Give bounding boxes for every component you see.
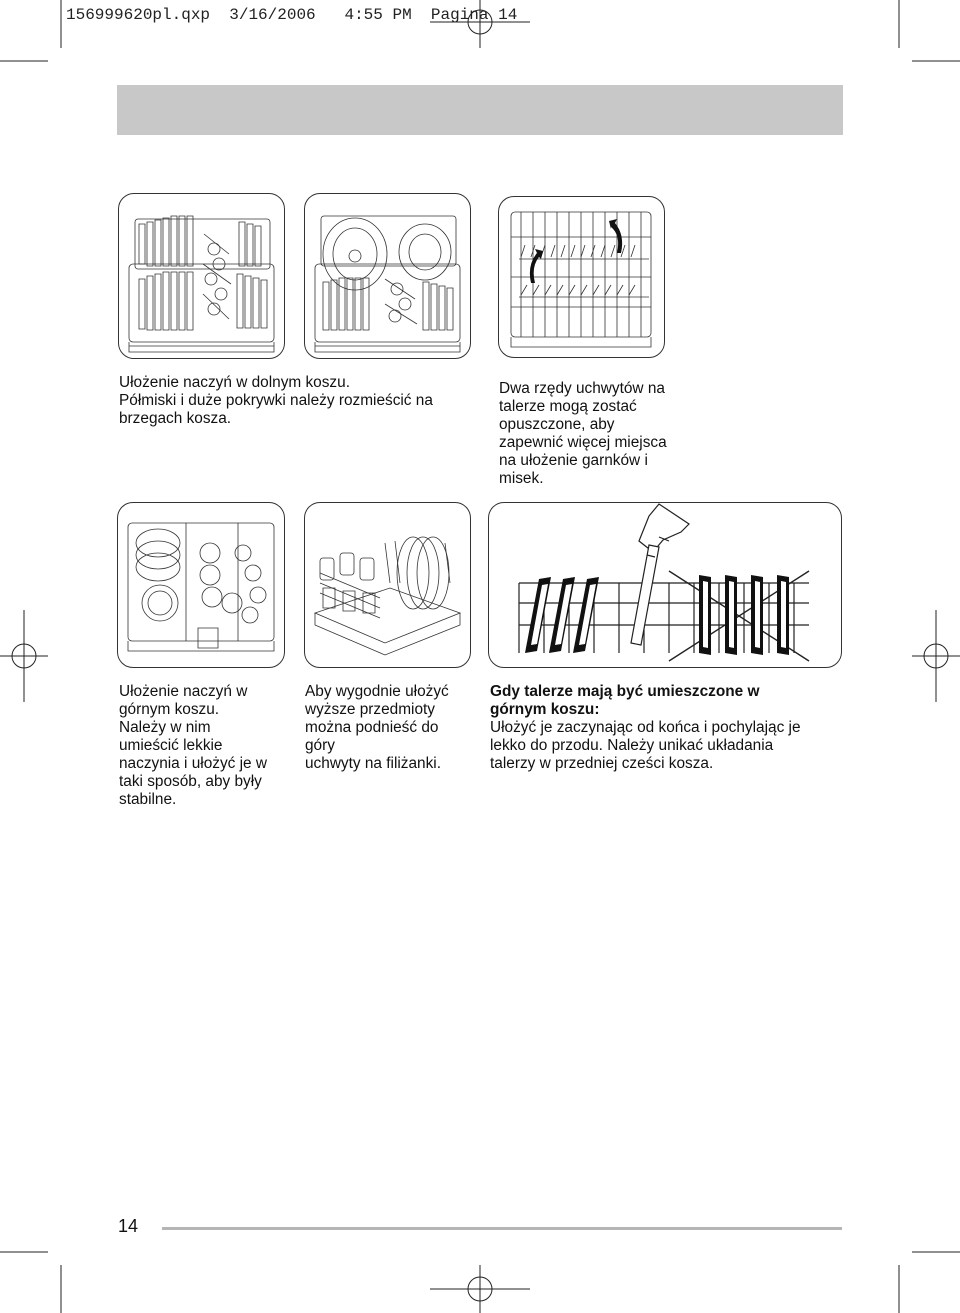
caption-lower-rack: [119, 374, 459, 428]
caption-line: Półmiski i duże pokrywki należy rozmieścić na: [119, 392, 433, 409]
caption-line: Aby wygodnie ułożyć: [305, 683, 449, 700]
caption-line: talerze mogą zostać: [499, 398, 637, 415]
caption-title-line: górnym koszu:: [490, 701, 600, 718]
caption-line: brzegach kosza.: [119, 410, 232, 427]
caption-line: zapewnić więcej miejsca: [499, 434, 667, 451]
caption-line: Ułożyć je zaczynając od końca i pochylając je: [490, 719, 801, 736]
cup-shelf-illustration: [304, 502, 471, 668]
caption-foldable-rows: [499, 380, 759, 488]
caption-line: misek.: [499, 470, 544, 487]
caption-line: górnym koszu.: [119, 701, 220, 718]
caption-line: Należy w nim: [119, 719, 211, 736]
footer-rule: [162, 1227, 842, 1230]
slug-page: Pagina 14: [430, 6, 518, 24]
caption-line: naczynia i ułożyć je w: [119, 755, 267, 772]
caption-line: Ułożenie naczyń w dolnym koszu.: [119, 374, 350, 391]
lower-basket-platters-illustration: [304, 193, 471, 359]
caption-line: góry: [305, 737, 335, 754]
caption-line: na ułożenie garnków i: [499, 452, 648, 469]
plate-tilt-hand-illustration: [488, 502, 842, 668]
header-bar: [117, 85, 843, 135]
caption-line: umieścić lekkie: [119, 737, 223, 754]
caption-upper-rack: [119, 683, 289, 809]
caption-cup-shelf: [305, 683, 480, 773]
lower-basket-plates-illustration: [118, 193, 285, 359]
caption-line: Ułożenie naczyń w: [119, 683, 248, 700]
slug-file: 156999620pl.qxp: [66, 6, 211, 24]
print-slug: [66, 6, 517, 24]
caption-line: wyższe przedmioty: [305, 701, 436, 718]
caption-line: lekko do przodu. Należy unikać układania: [490, 737, 774, 754]
caption-line: opuszczone, aby: [499, 416, 615, 433]
caption-line: można podnieść do: [305, 719, 439, 736]
slug-time: 4:55 PM: [344, 6, 412, 24]
caption-line: taki sposób, aby były: [119, 773, 262, 790]
slug-date: 3/16/2006: [229, 6, 316, 24]
caption-plates-upper: [490, 683, 840, 773]
foldable-plate-rows-illustration: [498, 196, 665, 358]
page-number: 14: [118, 1216, 139, 1236]
caption-title-line: Gdy talerze mają być umieszczone w: [490, 683, 760, 700]
upper-basket-cups-illustration: [117, 502, 285, 668]
caption-line: talerzy w przedniej cześci kosza.: [490, 755, 714, 772]
caption-line: Dwa rzędy uchwytów na: [499, 380, 665, 397]
caption-line: uchwyty na filiżanki.: [305, 755, 442, 772]
caption-line: stabilne.: [119, 791, 177, 808]
